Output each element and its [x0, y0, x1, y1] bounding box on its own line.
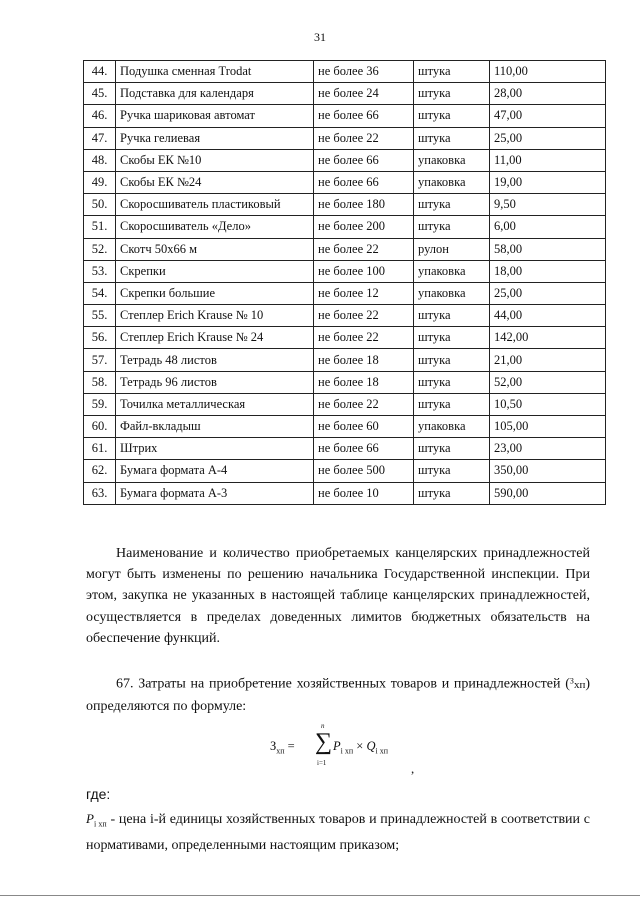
- cell-quantity: не более 66: [314, 171, 414, 193]
- cell-number: 48.: [84, 149, 116, 171]
- price-symbol-main: P: [86, 811, 94, 826]
- cell-quantity: не более 66: [314, 438, 414, 460]
- formula-lhs-main: З: [270, 739, 277, 753]
- cell-number: 55.: [84, 305, 116, 327]
- table-row: [84, 238, 606, 260]
- cell-unit: штука: [414, 216, 490, 238]
- cost-formula: [270, 722, 430, 774]
- cell-quantity: не более 66: [314, 105, 414, 127]
- cell-price: 142,00: [490, 327, 606, 349]
- cell-price: 6,00: [490, 216, 606, 238]
- cell-price: 23,00: [490, 438, 606, 460]
- table-row: [84, 371, 606, 393]
- formula-q-main: Q: [366, 739, 376, 753]
- cell-number: 58.: [84, 371, 116, 393]
- table-row: [84, 260, 606, 282]
- cell-name: Ручка шариковая автомат: [116, 105, 314, 127]
- cell-unit: штука: [414, 105, 490, 127]
- cell-unit: упаковка: [414, 282, 490, 304]
- inline-symbol-sub: хп: [573, 678, 586, 691]
- cell-price: 9,50: [490, 194, 606, 216]
- bottom-rule: [0, 895, 640, 896]
- cell-name: Бумага формата А-3: [116, 482, 314, 504]
- cell-number: 49.: [84, 171, 116, 193]
- inline-symbol-main: З: [569, 676, 574, 685]
- cell-number: 47.: [84, 127, 116, 149]
- cell-name: Скрепки большие: [116, 282, 314, 304]
- cell-quantity: не более 200: [314, 216, 414, 238]
- table-row: [84, 83, 606, 105]
- cell-price: 105,00: [490, 416, 606, 438]
- table-body: [84, 61, 606, 505]
- page-number: 31: [314, 30, 326, 44]
- cell-unit: штука: [414, 371, 490, 393]
- cell-quantity: не более 10: [314, 482, 414, 504]
- cell-name: Тетрадь 48 листов: [116, 349, 314, 371]
- cell-quantity: не более 22: [314, 238, 414, 260]
- cell-quantity: не более 22: [314, 305, 414, 327]
- cell-price: 10,50: [490, 393, 606, 415]
- cell-unit: штука: [414, 194, 490, 216]
- paragraph-67-before: 67. Затраты на приобретение хозяйственных товаров и принадлежностей (: [116, 676, 570, 692]
- cell-unit: штука: [414, 460, 490, 482]
- cell-quantity: не более 36: [314, 61, 414, 83]
- formula-p-main: P: [333, 739, 341, 753]
- formula-lhs-sub: хп: [276, 746, 285, 756]
- cell-unit: штука: [414, 305, 490, 327]
- table-row: [84, 216, 606, 238]
- supplies-table: [83, 60, 606, 505]
- price-definition-text: - цена i-й единицы хозяйственных товаров и принадлежностей в соответствии с нормативами, определенными настоящим приказом;: [86, 812, 590, 853]
- cell-name: Точилка металлическая: [116, 393, 314, 415]
- cell-name: Штрих: [116, 438, 314, 460]
- cell-number: 52.: [84, 238, 116, 260]
- table-row: [84, 171, 606, 193]
- cell-number: 60.: [84, 416, 116, 438]
- cell-unit: штука: [414, 438, 490, 460]
- table-row: [84, 482, 606, 504]
- cell-unit: упаковка: [414, 416, 490, 438]
- paragraph-supplies-note: Наименование и количество приобретаемых канцелярских принадлежностей могут быть изменены по решению начальника Государственной инспекции. При этом, закупка не указанных в настоящей таблице канцелярских принадлежностей, осуществляется в пределах доведенных лимитов бюджетных обязательств на обеспечение функций.: [86, 546, 590, 646]
- table-row: [84, 282, 606, 304]
- table-row: [84, 349, 606, 371]
- cell-price: 21,00: [490, 349, 606, 371]
- cell-unit: упаковка: [414, 260, 490, 282]
- table-row: [84, 61, 606, 83]
- cell-quantity: не более 60: [314, 416, 414, 438]
- cell-unit: штука: [414, 61, 490, 83]
- cell-name: Бумага формата А-4: [116, 460, 314, 482]
- cell-unit: рулон: [414, 238, 490, 260]
- cell-number: 54.: [84, 282, 116, 304]
- table-row: [84, 105, 606, 127]
- paragraph-67-after: ) определяются по формуле:: [86, 676, 590, 714]
- cell-quantity: не более 22: [314, 327, 414, 349]
- cell-name: Тетрадь 96 листов: [116, 371, 314, 393]
- cell-quantity: не более 100: [314, 260, 414, 282]
- price-symbol-sub: i хп: [93, 819, 107, 829]
- cell-quantity: не более 24: [314, 83, 414, 105]
- cell-price: 18,00: [490, 260, 606, 282]
- cell-number: 57.: [84, 349, 116, 371]
- table-row: [84, 194, 606, 216]
- cell-name: Файл-вкладыш: [116, 416, 314, 438]
- cell-price: 25,00: [490, 282, 606, 304]
- cell-name: Степлер Erich Krause № 10: [116, 305, 314, 327]
- cell-unit: штука: [414, 127, 490, 149]
- cell-unit: штука: [414, 393, 490, 415]
- where-label: где:: [86, 786, 111, 802]
- formula-sum-lower: i=1: [317, 759, 327, 767]
- table-row: [84, 438, 606, 460]
- cell-number: 59.: [84, 393, 116, 415]
- formula-comma: ,: [411, 761, 415, 776]
- cell-quantity: не более 12: [314, 282, 414, 304]
- cell-quantity: не более 22: [314, 127, 414, 149]
- cell-unit: штука: [414, 482, 490, 504]
- cell-name: Ручка гелиевая: [116, 127, 314, 149]
- cell-unit: штука: [414, 327, 490, 349]
- cell-name: Скобы ЕК №10: [116, 149, 314, 171]
- cell-name: Скрепки: [116, 260, 314, 282]
- cell-price: 44,00: [490, 305, 606, 327]
- cell-price: 25,00: [490, 127, 606, 149]
- cell-price: 350,00: [490, 460, 606, 482]
- cell-price: 52,00: [490, 371, 606, 393]
- cell-price: 590,00: [490, 482, 606, 504]
- cell-name: Скобы ЕК №24: [116, 171, 314, 193]
- formula-lhs: [270, 739, 295, 756]
- cell-name: Скоросшиватель пластиковый: [116, 194, 314, 216]
- formula-sum-upper: n: [321, 722, 325, 730]
- cell-number: 46.: [84, 105, 116, 127]
- cell-quantity: не более 500: [314, 460, 414, 482]
- cell-number: 63.: [84, 482, 116, 504]
- table-row: [84, 149, 606, 171]
- cell-price: 58,00: [490, 238, 606, 260]
- price-symbol: [86, 811, 107, 829]
- cell-price: 11,00: [490, 149, 606, 171]
- cell-name: Скотч 50х66 м: [116, 238, 314, 260]
- formula-sigma: ∑: [315, 729, 333, 755]
- paragraph-price-definition: [86, 808, 590, 856]
- table-row: [84, 416, 606, 438]
- cell-quantity: не более 66: [314, 149, 414, 171]
- table-row: [84, 460, 606, 482]
- paragraph-item-67: [86, 670, 590, 717]
- cell-name: Подушка сменная Trodat: [116, 61, 314, 83]
- table-row: [84, 393, 606, 415]
- formula-times: ×: [356, 739, 364, 753]
- cell-price: 28,00: [490, 83, 606, 105]
- formula-rhs: [333, 739, 388, 756]
- cell-number: 62.: [84, 460, 116, 482]
- table-row: [84, 305, 606, 327]
- cell-number: 53.: [84, 260, 116, 282]
- table-row: [84, 327, 606, 349]
- cell-quantity: не более 18: [314, 371, 414, 393]
- cell-quantity: не более 22: [314, 393, 414, 415]
- cell-number: 56.: [84, 327, 116, 349]
- cell-number: 45.: [84, 83, 116, 105]
- cell-number: 44.: [84, 61, 116, 83]
- formula-equals: =: [287, 739, 295, 753]
- cell-name: Степлер Erich Krause № 24: [116, 327, 314, 349]
- cell-unit: штука: [414, 349, 490, 371]
- cell-unit: упаковка: [414, 171, 490, 193]
- cell-number: 50.: [84, 194, 116, 216]
- cell-price: 19,00: [490, 171, 606, 193]
- formula-q-sub: i хп: [375, 746, 389, 756]
- cell-name: Подставка для календаря: [116, 83, 314, 105]
- cell-number: 61.: [84, 438, 116, 460]
- cell-price: 110,00: [490, 61, 606, 83]
- cell-quantity: не более 18: [314, 349, 414, 371]
- formula-p-sub: i хп: [340, 746, 354, 756]
- table-row: [84, 127, 606, 149]
- cell-number: 51.: [84, 216, 116, 238]
- cell-unit: упаковка: [414, 149, 490, 171]
- inline-symbol-zhp: [569, 676, 586, 691]
- cell-unit: штука: [414, 83, 490, 105]
- cell-name: Скоросшиватель «Дело»: [116, 216, 314, 238]
- cell-price: 47,00: [490, 105, 606, 127]
- cell-quantity: не более 180: [314, 194, 414, 216]
